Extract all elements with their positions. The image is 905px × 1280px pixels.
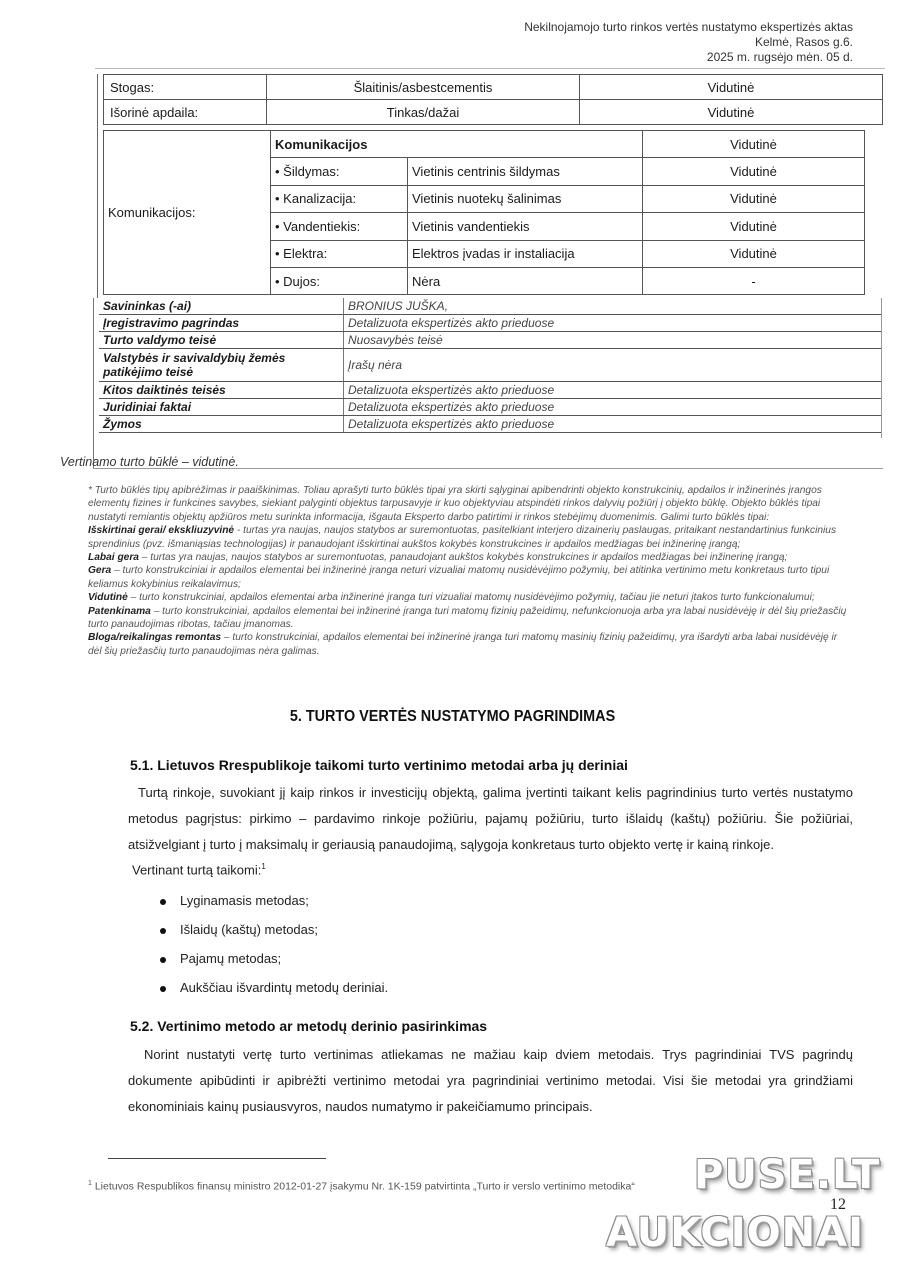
row-label: Žymos [99, 416, 344, 433]
row-state: Vidutinė [643, 131, 865, 158]
note-text: – turto konstrukciniai, apdailos elementai bei inžinerinė įranga turi matomų masinių fizinių pažeidimų, yra išardyti arba labai nusidėvėję ir dėl šių priežasčių turto panaudojimas nėra galimas. [88, 632, 838, 657]
note-text: – turto konstrukciniai, apdailos elementai bei inžinerinė įranga turi matomų fizinių pažeidimų, nefunkcionuoja arba yra labai nusidėvėję ir dėl šių priežasčių turto panaudojimas ribotas, tačiau įmanomas. [88, 605, 847, 631]
table-border [93, 298, 94, 468]
note-term: Gera [88, 565, 112, 577]
section-title: 5. TURTO VERTĖS NUSTATYMO PAGRINDIMAS [289, 708, 616, 725]
ownership-table [99, 298, 881, 433]
row-label: Stogas: [104, 75, 267, 100]
note-text: – turtas yra naujas, naujos statybos ar suremontuotas, panaudojant aukštos kokybės konstrukcines ir apdailos medžiagas bei inžinerinę įrangą; [138, 552, 788, 564]
note-term: Patenkinama [88, 605, 151, 617]
footnote-divider [108, 1158, 326, 1159]
list-item-text: Aukščiau išvardintų metodų deriniai. [180, 980, 389, 995]
row-label: Kitos daiktinės teisės [99, 382, 344, 399]
row-state: Vidutinė [643, 240, 865, 267]
row-label: • Vandentiekis: [271, 213, 408, 240]
table-outer-border [97, 74, 98, 298]
row-value: Detalizuota ekspertizės akto prieduose [344, 416, 882, 433]
paragraph: Turtą rinkoje, suvokiant jį kaip rinkos ir investicijų objektą, galima įvertinti taikant kelis pagrindinius turto vertės nustatymo metodus pagrįstus: pirkimo – pardavimo rinkoje požiūriu, pajamų požiūriu, turto išlaidų (kaštų) požiūriu. Šie požiūriai, atsižvelgiant į turto į maksimalų ir geriausią panaudojimą, sąlygoja konkretaus turto objekto vertę ir kainą rinkoje. [128, 785, 853, 852]
row-label: • Šildymas: [271, 158, 408, 185]
row-state: Vidutinė [643, 213, 865, 240]
note-item [88, 564, 848, 591]
row-label: Valstybės ir savivaldybių žemės patikėjimo teisė [99, 349, 344, 382]
note-item [88, 524, 848, 551]
row-label: • Kanalizacija: [271, 185, 408, 212]
row-value: Tinkas/dažai [267, 100, 580, 125]
list-item-text: Išlaidų (kaštų) metodas; [180, 922, 319, 937]
row-value: Elektros įvadas ir instaliacija [408, 240, 643, 267]
row-value: Vietinis nuotekų šalinimas [408, 185, 643, 212]
row-value: Įrašų nėra [344, 349, 882, 382]
row-state: - [643, 267, 865, 294]
table-row [99, 298, 881, 315]
note-text: - turtas yra naujas, naujos statybos ar suremontuotas, pasitelkiant interjero dizainerių paslaugas, pritaikant nestandartinius funkcinius sprendinius (pvz. išmaniąsias technologijas) ir panaudojant išskirtinai aukštos kokybės konstrukcines ir apdailos medžiagas bei inžinerinę įrangą; [88, 525, 837, 550]
row-state: Vidutinė [580, 75, 883, 100]
table-row [104, 75, 883, 100]
row-value: Nuosavybės teisė [344, 332, 882, 349]
row-state: Vidutinė [643, 158, 865, 185]
table-row [104, 100, 883, 125]
row-value: Detalizuota ekspertizės akto prieduose [344, 382, 882, 399]
bullet-icon [160, 899, 166, 905]
note-term: Bloga/reikalingas remontas [88, 632, 222, 644]
row-state: Vidutinė [580, 100, 883, 125]
notes-intro: * Turto būklės tipų apibrėžimas ir paaiškinimas. Toliau aprašyti turto būklės tipai yra skirti sąlyginai apibendrinti objekto konstrukcinių, apdailos ir inžinerinės įrangos elementų fizines ir funkcines savybes, siekiant palyginti objektus tarpusavyje ir kuo objektyviau atspindėti rinkos dalyvių požiūrį į objekto būklę. Objekto būklės tipai nustatyti remiantis objektų apžiūros metu surinkta informacija, išgauta Eksperto darbo patirtimi ir rinkos stebėjimų duomenimis. Galimi turto būklės tipai: [88, 485, 822, 523]
state-summary: Vertinamo turto būklė – vidutinė. [60, 455, 239, 469]
row-value: Vietinis centrinis šildymas [408, 158, 643, 185]
list-item [160, 973, 388, 1002]
note-text: – turto konstrukciniai ir apdailos elementai bei inžinerinė įranga neturi vizualiai matomų nusidėvėjimo požymių, bei atitinka vertinimo metu konkretaus turto tipui keliamus kokybinius reikalavimus; [88, 565, 830, 590]
communications-header: Komunikacijos [271, 131, 643, 158]
list-item-text: Lyginamasis metodas; [180, 893, 309, 908]
table-border [881, 298, 882, 438]
note-term: Labai gera [88, 552, 139, 564]
row-label: Juridiniai faktai [99, 399, 344, 416]
header-divider [95, 68, 885, 69]
table-row [99, 315, 881, 332]
row-value: Nėra [408, 267, 643, 294]
watermark-logo-line2: AUKCIONAI [606, 1210, 864, 1256]
bullet-icon [160, 928, 166, 934]
note-text: – turto konstrukciniai, apdailos elementai arba inžinerinė įranga turi vizualiai matomų nusidėvėjimo požymių, tačiau jie neturi įtakos turto funkcionalumui; [127, 592, 815, 604]
watermark-logo-line1: PUSE.LT [694, 1152, 881, 1198]
list-item [160, 915, 388, 944]
table-row [99, 399, 881, 416]
bullet-icon [160, 986, 166, 992]
row-label: Turto valdymo teisė [99, 332, 344, 349]
list-item [160, 886, 388, 915]
row-label: Išorinė apdaila: [104, 100, 267, 125]
footnote-number: 1 [88, 1180, 92, 1187]
footnote-text: Lietuvos Respublikos finansų ministro 2012-01-27 įsakymu Nr. 1K-159 patvirtinta „Turto ir verslo vertinimo metodika“ [91, 1180, 635, 1193]
footnote [88, 1180, 635, 1193]
methods-lead [132, 862, 266, 877]
row-label: • Dujos: [271, 267, 408, 294]
table-row [99, 416, 881, 433]
subsection-title: 5.1. Lietuvos Rrespublikoje taikomi turto vertinimo metodai arba jų deriniai [130, 757, 628, 773]
list-item-text: Pajamų metodas; [180, 951, 282, 966]
row-value: Detalizuota ekspertizės akto prieduose [344, 315, 882, 332]
header-date: 2025 m. rugsėjo mėn. 05 d. [706, 50, 853, 64]
row-label: Įregistravimo pagrindas [99, 315, 344, 332]
table-row [99, 349, 881, 382]
list-item [160, 944, 388, 973]
row-value: BRONIUS JUŠKA, [344, 298, 882, 315]
row-value: Vietinis vandentiekis [408, 213, 643, 240]
group-label: Komunikacijos: [104, 131, 271, 295]
page-number: 12 [830, 1196, 846, 1213]
bullet-icon [160, 957, 166, 963]
construction-table [103, 74, 883, 125]
footnote-reference[interactable]: 1 [261, 862, 266, 871]
header-title: Nekilnojamojo turto rinkos vertės nustatymo ekspertizės aktas [524, 20, 853, 34]
note-item [88, 551, 848, 564]
row-value: Šlaitinis/asbestcementis [267, 75, 580, 100]
note-term: Vidutinė [88, 592, 128, 604]
row-label: Savininkas (-ai) [99, 298, 344, 315]
row-state: Vidutinė [643, 185, 865, 212]
note-item [88, 605, 848, 632]
row-value: Detalizuota ekspertizės akto prieduose [344, 399, 882, 416]
note-item [88, 631, 848, 658]
note-term: Išskirtinai gerai/ ekskliuzyvinė [88, 525, 235, 537]
subsection-title: 5.2. Vertinimo metodo ar metodų derinio pasirinkimas [130, 1018, 488, 1034]
note-item [88, 591, 848, 604]
table-row [104, 131, 865, 158]
communications-table [103, 130, 865, 295]
paragraph: Norint nustatyti vertę turto vertinimas atliekamas ne mažiau kaip dviem metodais. Trys pagrindiniai TVS pagrindų dokumente apibūdinti ir apibrėžti vertinimo metodai yra pagrindiniai vertinimo metodai. Visi šie metodai yra grindžiami ekonominiais kainų pusiausvyros, naudos numatymo ir pakeičiamumo principais. [128, 1047, 853, 1114]
header-address: Kelmė, Rasos g.6. [754, 35, 853, 49]
table-row [99, 382, 881, 399]
document-header [524, 20, 853, 65]
methods-lead-text: Vertinant turtą taikomi: [132, 862, 262, 878]
methods-list [160, 886, 388, 1002]
row-label: • Elektra: [271, 240, 408, 267]
table-row [99, 332, 881, 349]
condition-notes [88, 484, 848, 658]
